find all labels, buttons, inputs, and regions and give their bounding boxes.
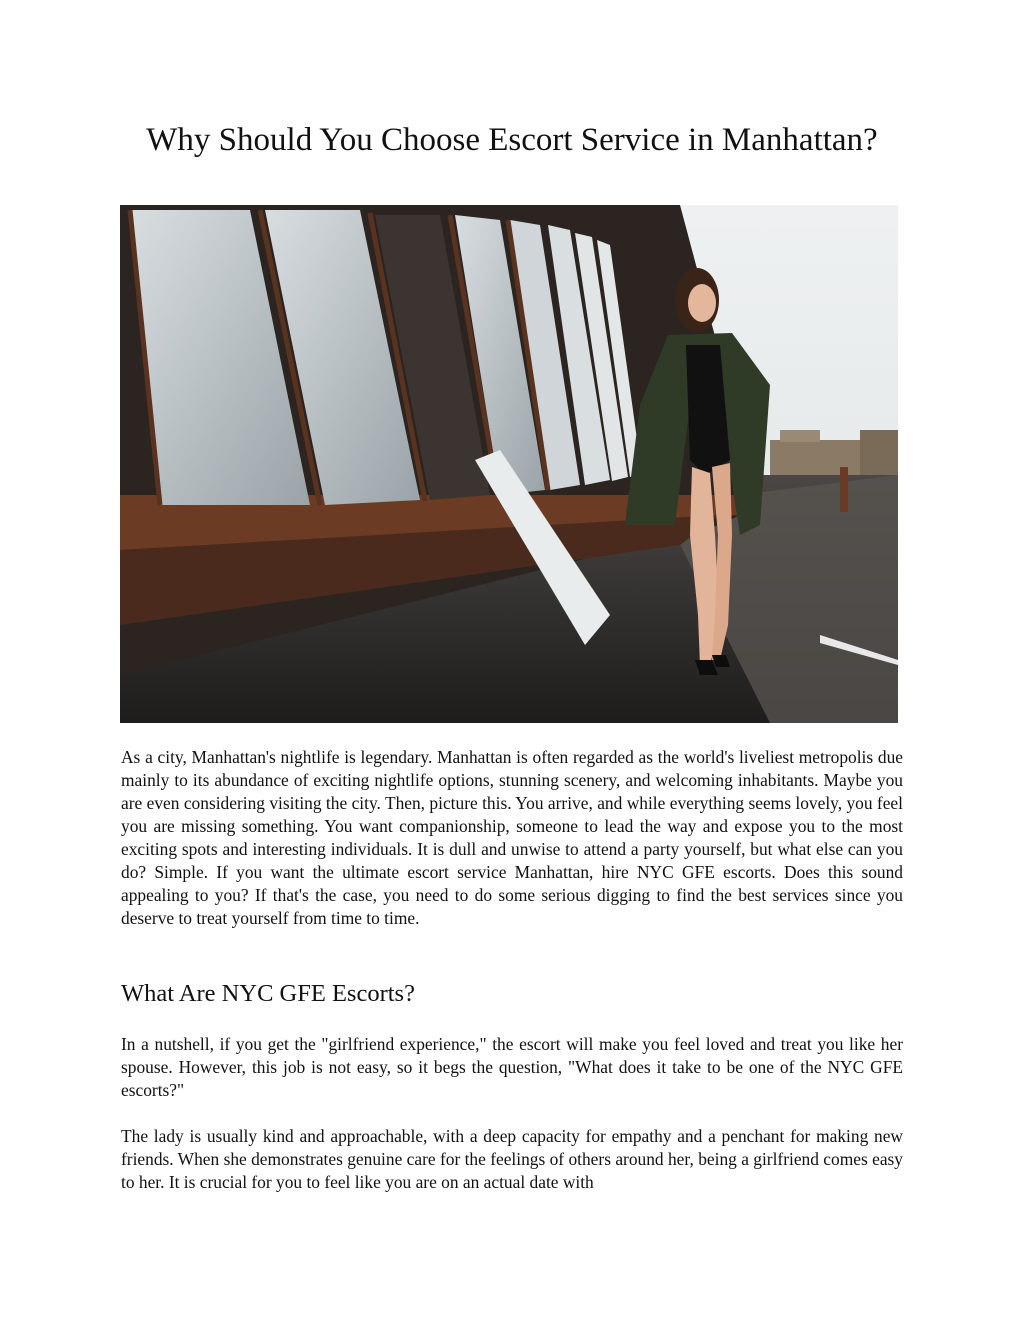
hero-photo xyxy=(120,205,898,723)
page-title: Why Should You Choose Escort Service in Manhattan? xyxy=(146,122,878,158)
intro-paragraph: As a city, Manhattan's nightlife is legendary. Manhattan is often regarded as the world's liveliest metropolis due mainly to its abundance of exciting nightlife options, stunning scenery, and welcoming inhabitants. Maybe you are even considering visiting the city. Then, picture this. You arrive, and while everything seems lovely, you feel you are missing something. You want companionship, someone to lead the way and expose you to the most exciting spots and interesting individuals. It is dull and unwise to attend a party yourself, but what else can you do? Simple. If you want the ultimate escort service Manhattan, hire NYC GFE escorts. Does this sound appealing to you? If that's the case, you need to do some serious digging to find the best services since you deserve to treat yourself from time to time. xyxy=(121,747,903,928)
description-paragraph: The lady is usually kind and approachable, with a deep capacity for empathy and a penchant for making new friends. When she demonstrates genuine care for the feelings of others around her, being a girlfriend comes easy to her. It is crucial for you to feel like you are on an actual date with xyxy=(121,1126,903,1192)
definition-paragraph: In a nutshell, if you get the "girlfriend experience," the escort will make you feel loved and treat you like her spouse. However, this job is not easy, so it begs the question, "What does it take to be one of the NYC GFE escorts?" xyxy=(121,1034,903,1100)
section-heading: What Are NYC GFE Escorts? xyxy=(121,980,415,1007)
